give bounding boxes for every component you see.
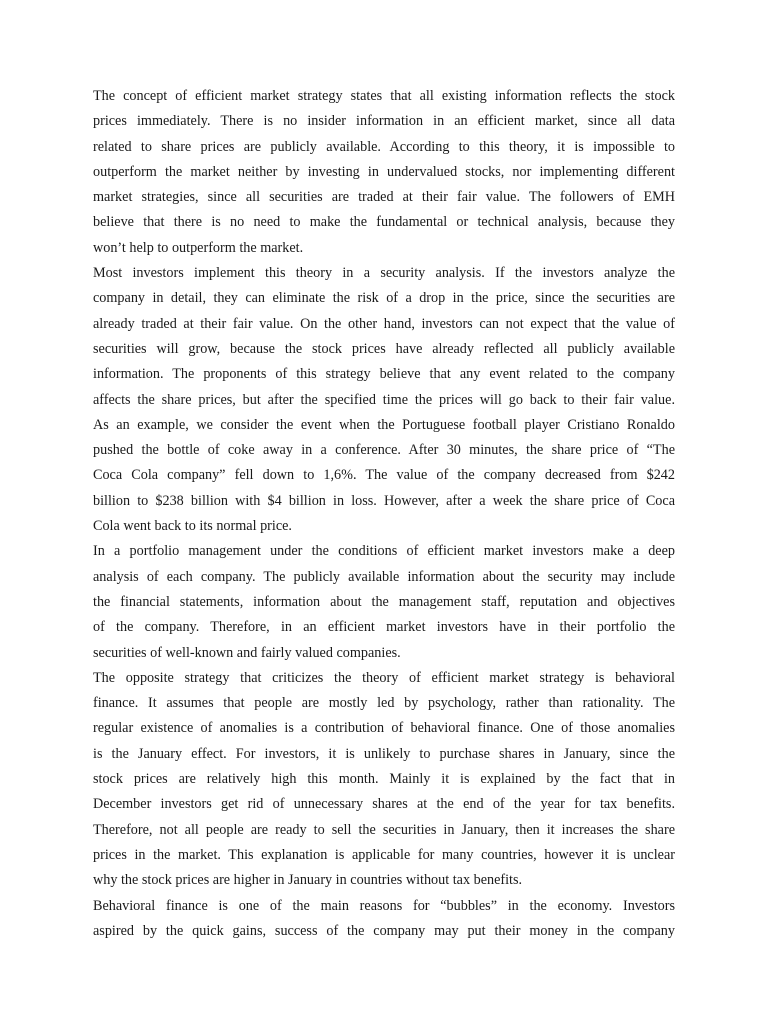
text-line: The opposite strategy that criticizes the theory of efficient market strategy is behavioral <box>93 669 675 686</box>
text-line: is the January effect. For investors, it is unlikely to purchase shares in January, since the <box>93 745 675 762</box>
text-line: regular existence of anomalies is a contribution of behavioral finance. One of those anomalies <box>93 720 675 737</box>
text-line: In a portfolio management under the conditions of efficient market investors make a deep <box>93 543 675 560</box>
text-line: stock prices are relatively high this month. Mainly it is explained by the fact that in <box>93 771 675 788</box>
text-line: billion to $238 billion with $4 billion in loss. However, after a week the share price of Coca <box>93 492 675 509</box>
text-line: outperform the market neither by investing in undervalued stocks, nor implementing different <box>93 163 675 180</box>
text-line: Most investors implement this theory in a security analysis. If the investors analyze the <box>93 265 675 282</box>
text-line: The concept of efficient market strategy states that all existing information reflects the stock <box>93 88 675 104</box>
text-line: information. The proponents of this strategy believe that any event related to the company <box>93 366 675 383</box>
text-line: why the stock prices are higher in January in countries without tax benefits. <box>93 872 523 889</box>
text-line: affects the share prices, but after the specified time the prices will go back to their fair value. <box>93 391 675 408</box>
text-line: As an example, we consider the event when the Portuguese football player Cristiano Ronaldo <box>93 416 675 433</box>
text-line: Cola went back to its normal price. <box>93 518 292 535</box>
text-line: prices in the market. This explanation is applicable for many countries, however it is unclear <box>93 846 675 863</box>
text-line: Therefore, not all people are ready to sell the securities in January, then it increases the share <box>93 821 675 838</box>
text-line: related to share prices are publicly available. According to this theory, it is impossible to <box>93 138 675 155</box>
text-line: pushed the bottle of coke away in a conference. After 30 minutes, the share price of “The <box>93 442 675 459</box>
text-line: analysis of each company. The publicly available information about the security may include <box>93 568 675 585</box>
text-line: market strategies, since all securities are traded at their fair value. The followers of EMH <box>93 189 675 206</box>
body-text <box>93 84 675 944</box>
text-line: aspired by the quick gains, success of the company may put their money in the company <box>93 922 675 939</box>
text-line: Behavioral finance is one of the main reasons for “bubbles” in the economy. Investors <box>93 897 675 914</box>
text-line: December investors get rid of unnecessary shares at the end of the year for tax benefits. <box>93 796 675 813</box>
text-line: finance. It assumes that people are mostly led by psychology, rather than rationality. The <box>93 695 675 712</box>
text-line: of the company. Therefore, in an efficient market investors have in their portfolio the <box>93 619 675 636</box>
text-line: won’t help to outperform the market. <box>93 239 304 256</box>
text-line: the financial statements, information about the management staff, reputation and objectives <box>93 593 675 610</box>
text-line: already traded at their fair value. On the other hand, investors can not expect that the value of <box>93 315 675 332</box>
text-line: securities of well-known and fairly valued companies. <box>93 644 401 661</box>
text-line: company in detail, they can eliminate the risk of a drop in the price, since the securities are <box>93 290 675 307</box>
text-line: prices immediately. There is no insider information in an efficient market, since all data <box>93 113 675 130</box>
text-line: securities will grow, because the stock prices have already reflected all publicly available <box>93 340 675 357</box>
text-line: believe that there is no need to make the fundamental or technical analysis, because they <box>93 214 675 231</box>
text-line: Coca Cola company” fell down to 1,6%. The value of the company decreased from $242 <box>93 467 675 484</box>
